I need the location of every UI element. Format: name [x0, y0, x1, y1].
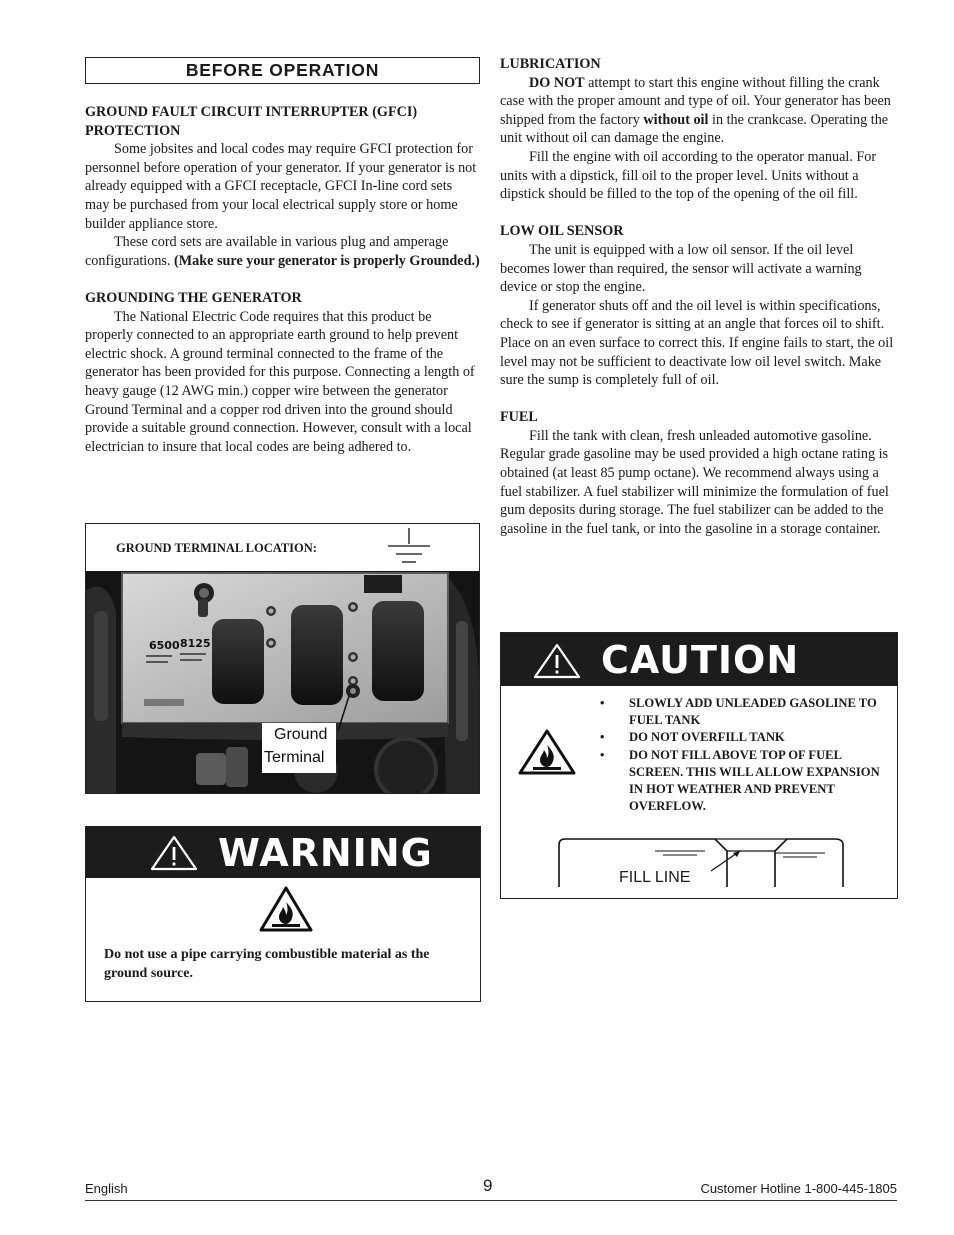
low-oil-paragraph-1: The unit is equipped with a low oil sensor. If the oil level becomes lower than required, the sensor will activate a warning device or stop the engine. [500, 241, 862, 296]
lubrication-p1-mid: attempt to start this engine without filling the crank case with the proper amount and type of oil. Your generator has been shipped from the factory [500, 74, 891, 128]
low-oil-paragraph-2: If generator shuts off and the oil level is within specifications, check to see if generator is sitting at an angle that forces oil to shift. Place on an even surface to correct this. If engine fails to start, the oil level may not be sufficient to deactivate low oil level switch. Make sure the sump is completely full of oil. [500, 297, 894, 389]
warning-box [85, 826, 481, 1002]
gfci-p2-bold: (Make sure your generator is properly Grounded.) [174, 252, 480, 269]
fuel-tank-diagram [555, 831, 847, 891]
fuel-heading: FUEL [500, 409, 538, 426]
gfci-p2-text: These cord sets are available in various plug and amperage configurations. [85, 234, 449, 269]
flammable-hazard-icon [258, 885, 314, 933]
caution-bullet-1: • SLOWLY ADD UNLEADED GASOLINE TO FUEL TANK [597, 695, 889, 729]
warning-message: Do not use a pipe carrying combustible material as the ground source. [104, 947, 430, 981]
fill-line-label: FILL LINE [619, 869, 691, 886]
warning-word: WARNING [218, 831, 433, 875]
caution-word: CAUTION [601, 638, 800, 682]
section-title-box [85, 57, 480, 84]
lubrication-paragraph-1 [500, 74, 897, 148]
figure-header [86, 524, 479, 572]
page-footer [85, 1178, 897, 1201]
lubrication-p1-end: in the crankcase. Operating the unit without oil can damage the engine. [500, 111, 889, 147]
fuel-paragraph: Fill the tank with clean, fresh unleaded automotive gasoline. Regular grade gasoline may be used provided a high octane rating is obtained (at least 85 pump octane). We recommend always using a fuel stabilizer. A fuel stabilizer will minimize the formulation of fuel gum deposits during storage. The fuel stabilizer can be added to the gasoline in the fuel tank, or into the gasoline in a storage container. [500, 427, 889, 537]
gfci-paragraph-2 [85, 233, 480, 270]
generator-panel-photo [86, 571, 479, 793]
panel-model-b: 8125 [180, 637, 211, 650]
grounding-heading: GROUNDING THE GENERATOR [85, 289, 302, 306]
caution-box [500, 632, 898, 899]
ground-symbol-icon [384, 526, 434, 568]
flammable-hazard-icon [517, 728, 577, 776]
panel-model-a: 6500 [149, 639, 180, 652]
low-oil-heading: LOW OIL SENSOR [500, 223, 624, 240]
lubrication-paragraph-2: Fill the engine with oil according to the operator manual. For units with a dipstick, fill oil to the proper level. Units without a dipstick should be filled to the top of the opening of the oil fill. [500, 148, 877, 203]
lubrication-heading: LUBRICATION [500, 56, 601, 72]
section-title: BEFORE OPERATION [185, 60, 380, 81]
caution-banner [501, 633, 897, 686]
gfci-paragraph-1: Some jobsites and local codes may require GFCI protection for personnel before operation of your generator. If your generator is not already equipped with a GFCI receptacle, GFCI In-line cord sets may be purchased from your local electrical supply store or home builder appliance store. [85, 141, 477, 232]
footer-hotline: Customer Hotline 1-800-445-1805 [700, 1181, 897, 1196]
alert-triangle-icon [150, 835, 198, 871]
right-column [500, 55, 897, 538]
ground-label-line1: Ground [274, 726, 328, 743]
alert-triangle-icon [533, 643, 581, 679]
warning-banner [86, 827, 480, 878]
caution-bullet-3: • DO NOT FILL ABOVE TOP OF FUEL SCREEN. THIS WILL ALLOW EXPANSION IN HOT WEATHER AND PREVENT OVERFLOW. [597, 747, 889, 816]
figure-title: GROUND TERMINAL LOCATION: [116, 541, 317, 555]
left-column [85, 55, 480, 456]
caution-bullet-2: • DO NOT OVERFILL TANK [597, 729, 889, 746]
lubrication-without-oil: without oil [643, 111, 709, 128]
gfci-heading: GROUND FAULT CIRCUIT INTERRUPTER (GFCI) PROTECTION [85, 104, 418, 139]
caution-list [597, 695, 889, 815]
grounding-paragraph: The National Electric Code requires that this product be properly connected to an appropriate earth ground to help prevent electric shock. A ground terminal connected to the frame of the generator has been provided for this purpose. Connecting a length of heavy gauge (12 AWG min.) copper wire between the generator Ground Terminal and a copper rod driven into the ground should provide a suitable ground connection. However, consult with a local electrician to insure that local codes are being adhered to. [85, 308, 475, 455]
footer-language: English [85, 1181, 128, 1196]
ground-label-line2: Terminal [264, 749, 325, 766]
ground-terminal-figure [85, 523, 480, 794]
footer-page-number: 9 [483, 1176, 493, 1195]
lubrication-do-not: DO NOT [529, 74, 585, 91]
